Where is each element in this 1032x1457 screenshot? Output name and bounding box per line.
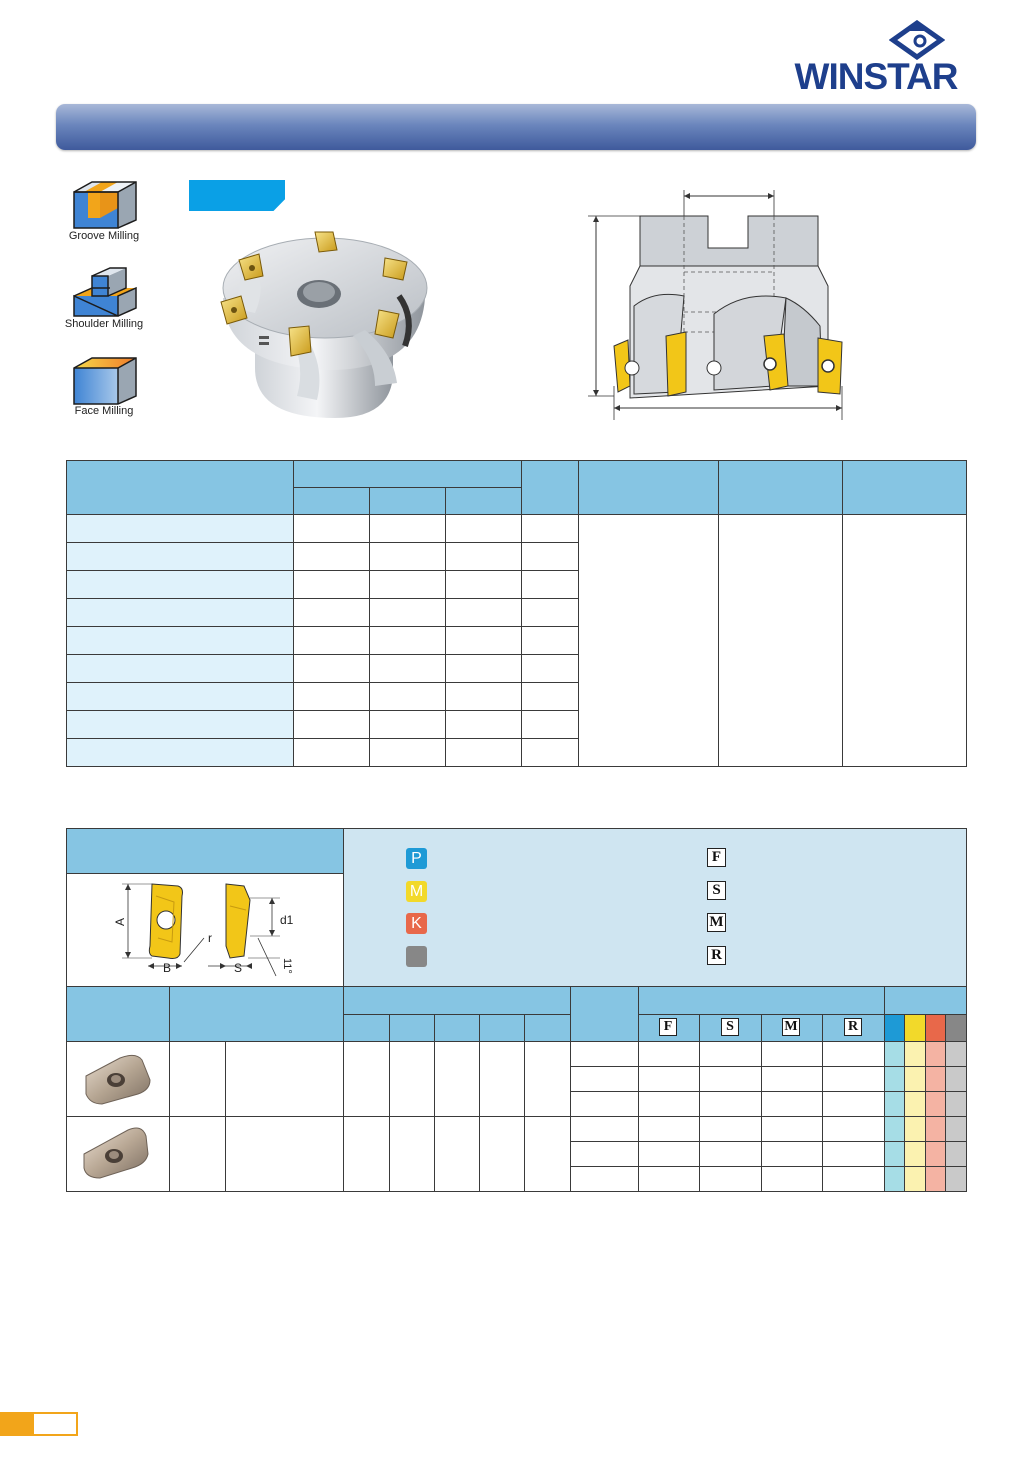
header-wrench <box>843 461 967 515</box>
groove-milling-icon <box>70 178 140 230</box>
table-row <box>67 515 967 543</box>
dim-label-a: A <box>113 917 127 926</box>
face-milling-icon <box>70 354 140 406</box>
header-insert <box>579 461 719 515</box>
mode-header-s: S <box>721 1018 739 1036</box>
header-picture <box>67 987 170 1042</box>
material-chip-k: K <box>406 913 427 934</box>
mode-header-m: M <box>782 1018 800 1036</box>
dim-label-s: S <box>234 961 243 975</box>
header-dimensions <box>294 461 522 488</box>
mode-icon-m: M <box>707 913 726 932</box>
material-chip-p: P <box>406 848 427 869</box>
app-label-shoulder: Shoulder Milling <box>64 318 144 330</box>
header-dim-2 <box>370 488 446 515</box>
dim-label-b: B <box>163 961 172 975</box>
header-dim-1 <box>294 488 370 515</box>
header-designation <box>67 461 294 515</box>
header-insert-dimensions <box>344 987 571 1015</box>
insert-photo-1 <box>80 1050 154 1106</box>
dim-label-angle: 11° <box>281 958 293 974</box>
milling-cutter-photo <box>215 218 447 424</box>
series-tag <box>189 180 285 211</box>
cutter-spec-table <box>66 460 967 767</box>
header-material <box>885 987 967 1015</box>
legend-panel <box>344 829 967 987</box>
header-grade <box>571 987 639 1042</box>
shared-screw-cell <box>719 515 843 767</box>
title-bar <box>56 104 976 150</box>
mode-icon-f: F <box>707 848 726 867</box>
logo-mark-icon <box>889 20 945 60</box>
mode-icon-r: R <box>707 946 726 965</box>
material-chip-h <box>406 946 427 967</box>
header-dim-3 <box>446 488 522 515</box>
material-col-h <box>946 1015 967 1042</box>
page-number-box <box>34 1414 76 1434</box>
header-teeth <box>522 461 579 515</box>
material-col-m <box>905 1015 926 1042</box>
mode-icon-s: S <box>707 881 726 900</box>
shared-insert-cell <box>579 515 719 767</box>
material-col-p <box>885 1015 905 1042</box>
header-machining <box>639 987 885 1015</box>
shoulder-milling-icon <box>70 266 140 318</box>
material-chip-m: M <box>406 881 427 902</box>
header-insert-designation <box>170 987 344 1042</box>
brand-name: WINSTAR <box>794 56 958 97</box>
dim-label-d1: d1 <box>280 913 294 927</box>
app-label-groove: Groove Milling <box>68 230 140 242</box>
table-row <box>67 1042 967 1067</box>
material-col-k <box>926 1015 946 1042</box>
insert-dimension-diagram <box>108 876 308 984</box>
cutter-dimension-drawing <box>574 186 854 422</box>
shared-wrench-cell <box>843 515 967 767</box>
mode-header-r: R <box>844 1018 862 1036</box>
insert-header <box>67 829 344 874</box>
table-row <box>67 1117 967 1142</box>
insert-photo-2 <box>80 1124 154 1180</box>
dim-label-r: r <box>208 931 212 945</box>
app-label-face: Face Milling <box>74 405 134 417</box>
brand-logo <box>772 20 980 98</box>
header-screw <box>719 461 843 515</box>
mode-header-f: F <box>659 1018 677 1036</box>
